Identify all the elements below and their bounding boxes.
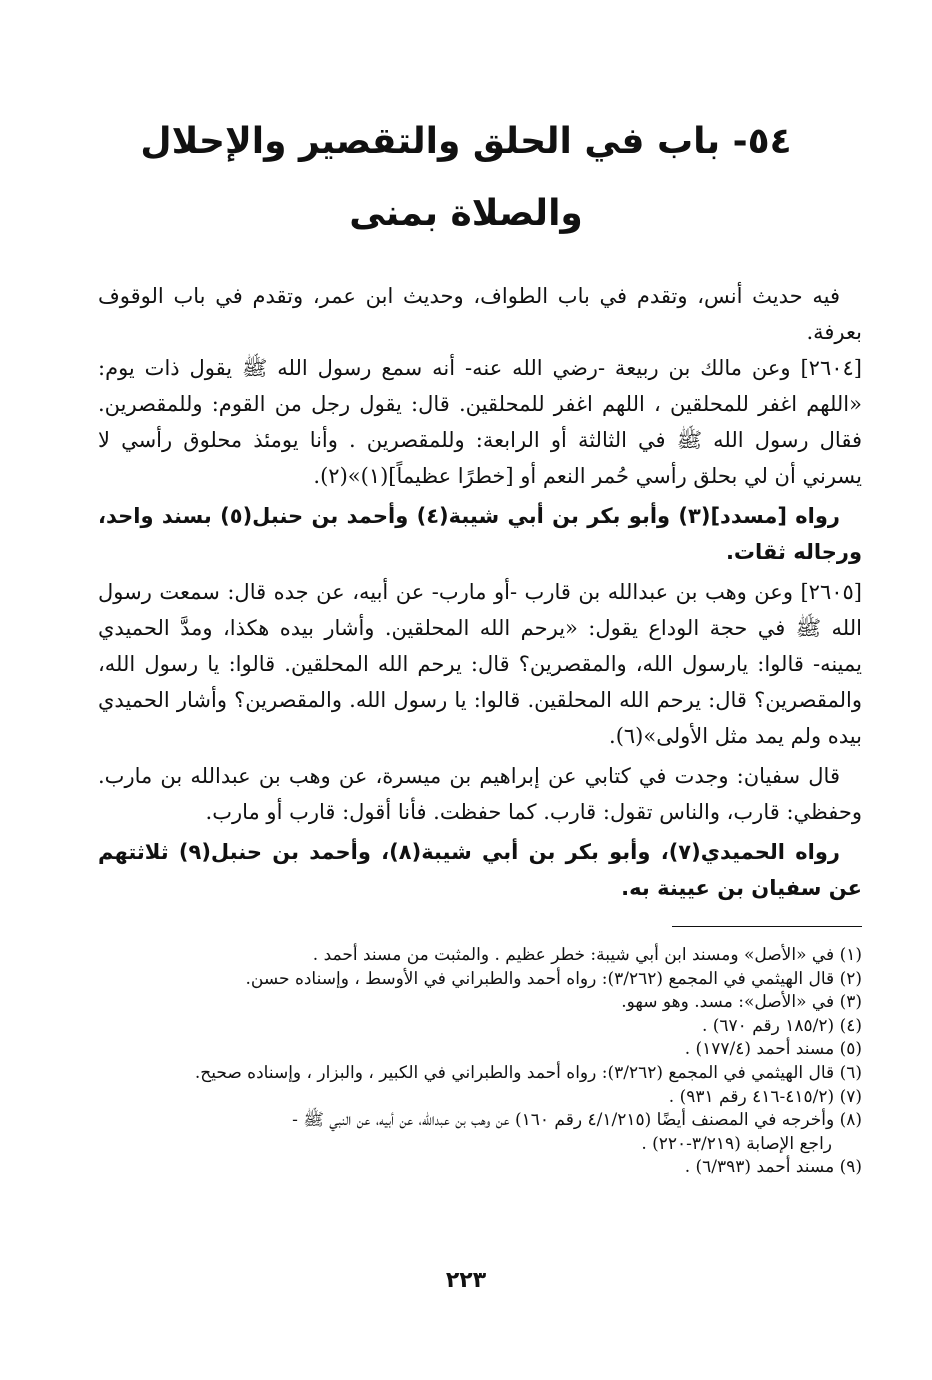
main-text xyxy=(98,278,862,906)
footnote-5: (٥) مسند أحمد (١٧٧/٤) . xyxy=(684,1039,862,1060)
footnote-8 xyxy=(98,1109,862,1156)
page-number: ٢٢٣ xyxy=(445,1268,487,1293)
footnote-7: (٧) (٤١٥/٢-٤١٦ رقم ٩٣١) . xyxy=(668,1086,862,1107)
footnote-4: (٤) (١٨٥/٢ رقم ٦٧٠) . xyxy=(701,1015,862,1036)
narration-note-2605: رواه الحميدي(٧)، وأبو بكر بن أبي شيبة(٨)، وأحمد بن حنبل(٩) ثلاثتهم عن سفيان بن عيينة به. xyxy=(98,840,862,900)
footnotes xyxy=(98,944,862,1180)
footnote-3: (٣) في «الأصل»: مسد. وهو سهو. xyxy=(621,992,862,1013)
hadith-2604: [٢٦٠٤] وعن مالك بن ربيعة -رضي الله عنه- أنه سمع رسول الله ﷺ يقول ذات يوم: «اللهم اغفر للمحلقين ، اللهم اغفر للمحلقين. قال: يقول رجل من القوم: وللمقصرين. فقال رسول الله ﷺ في الثالثة أو الرابعة: وللمقصرين . وأنا يومئذ محلوق رأسي لا يسرني أن لي بحلق رأسي حُمر النعم أو [خطرًا عظيماً](١)»(٢). xyxy=(98,356,862,488)
footnote-1: (١) في «الأصل» ومسند ابن أبي شيبة: خطر عظيم . والمثبت من مسند أحمد . xyxy=(312,945,862,965)
chapter-title: ٥٤- باب في الحلق والتقصير والإحلال xyxy=(140,121,792,162)
footnote-divider xyxy=(672,926,862,927)
chapter-subtitle: والصلاة بمنى xyxy=(349,193,583,234)
footnote-8-continuation: راجع الإصابة (٣/٢١٩-٢٢٠) . xyxy=(641,1133,832,1154)
narration-note-2604: رواه [مسدد](٣) وأبو بكر بن أبي شيبة(٤) وأحمد بن حنبل(٥) بسند واحد، ورجاله ثقات. xyxy=(98,504,862,564)
footnote-2: (٢) قال الهيثمي في المجمع (٣/٢٦٢): رواه أحمد والطبراني في الأوسط ، وإسناده حسن. xyxy=(245,968,862,989)
footnote-9: (٩) مسند أحمد (٦/٣٩٣) . xyxy=(684,1157,862,1178)
footnote-8-text: (٨) وأخرجه في المصنف أيضًا (٤/١/٢١٥ رقم ١٦٠) عن وهب بن عبدالله، عن أبيه، عن النبي ﷺ - xyxy=(292,1110,862,1131)
hadith-2605: [٢٦٠٥] وعن وهب بن عبدالله بن قارب -أو مارب- عن أبيه، عن جده قال: سمعت رسول الله ﷺ في حجة الوداع يقول: «يرحم الله المحلقين. وأشار بيده هكذا، ومدَّ الحميدي يمينه- قالوا: يارسول الله، والمقصرين؟ قال: يرحم الله المحلقين. قالوا: يا رسول الله، والمقصرين؟ قال: يرحم الله المحلقين. قالوا: يا رسول الله. والمقصرين؟ وأشار الحميدي بيده ولم يمد مثل الأولى»(٦). xyxy=(98,580,862,748)
sufyan-note: قال سفيان: وجدت في كتابي عن إبراهيم بن ميسرة، عن وهب بن عبدالله بن مارب. وحفظي: قارب، والناس تقول: قارب. كما حفظت. فأنا أقول: قارب أو مارب. xyxy=(98,764,862,824)
intro-paragraph: فيه حديث أنس، وتقدم في باب الطواف، وحديث ابن عمر، وتقدم في باب الوقوف بعرفة. xyxy=(98,284,862,344)
footnote-6: (٦) قال الهيثمي في المجمع (٣/٢٦٢): رواه أحمد والطبراني في الكبير ، والبزار ، وإسناده صحيح. xyxy=(194,1062,862,1083)
